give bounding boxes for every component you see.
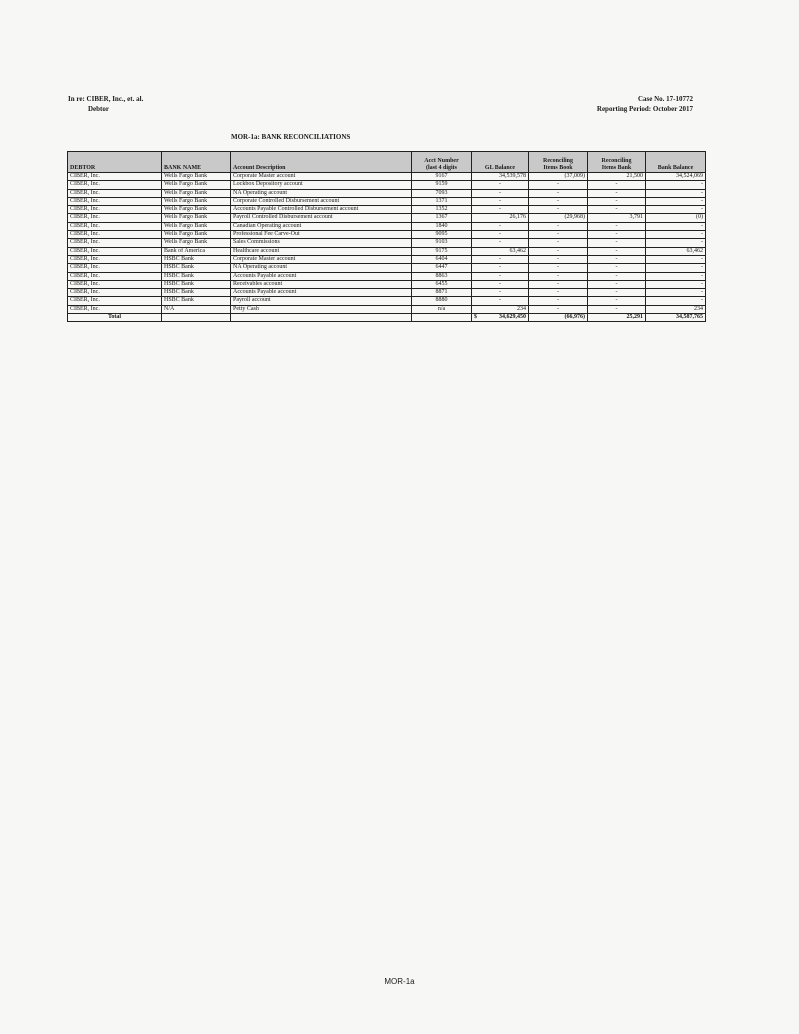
balance-cell: 63,462 (646, 247, 706, 255)
gl-cell: - (472, 297, 529, 305)
balance-cell: - (646, 222, 706, 230)
description-cell: Healthcare account (231, 247, 412, 255)
balance-cell: - (646, 264, 706, 272)
gl-cell: - (472, 197, 529, 205)
acct-cell: 1352 (412, 206, 472, 214)
table-header-row (68, 152, 706, 173)
table-row (68, 255, 706, 263)
ribank-cell: - (588, 247, 646, 255)
description-cell: Payroll Controlled Disbursement account (231, 214, 412, 222)
rib-cell: - (529, 247, 588, 255)
description-cell: Accounts Payable Controlled Disbursement account (231, 206, 412, 214)
balance-cell: 234 (646, 305, 706, 313)
rib-cell: - (529, 231, 588, 239)
acct-cell: 9095 (412, 231, 472, 239)
ribank-cell: - (588, 255, 646, 263)
rib-cell: - (529, 239, 588, 247)
col-acct-number-line2: (last 4 digits (425, 165, 457, 171)
report-title: MOR-1a: BANK RECONCILIATIONS (231, 133, 351, 141)
acct-cell: 9175 (412, 247, 472, 255)
acct-cell: 9167 (412, 173, 472, 181)
description-cell: Sales Commissions (231, 239, 412, 247)
table-row (68, 181, 706, 189)
bank-cell: Wells Fargo Bank (162, 239, 231, 247)
case-caption (68, 94, 143, 114)
debtor-cell: CIBER, Inc. (68, 289, 162, 297)
col-bank-name: BANK NAME (162, 152, 231, 173)
description-cell: Accounts Payable account (231, 289, 412, 297)
gl-cell: - (472, 239, 529, 247)
bank-cell: Wells Fargo Bank (162, 197, 231, 205)
acct-cell: 1840 (412, 222, 472, 230)
description-cell: Lockbox Depository account (231, 181, 412, 189)
debtor-cell: CIBER, Inc. (68, 239, 162, 247)
rib-cell: - (529, 305, 588, 313)
rib-cell: - (529, 197, 588, 205)
table-row (68, 206, 706, 214)
col-reconciling-items-bank (588, 152, 646, 173)
ribank-cell: - (588, 206, 646, 214)
debtor-cell: CIBER, Inc. (68, 231, 162, 239)
bank-cell: Wells Fargo Bank (162, 231, 231, 239)
case-info (597, 94, 693, 114)
rib-cell: - (529, 255, 588, 263)
bank-cell: N/A (162, 305, 231, 313)
total-bank-balance: 34,587,765 (646, 314, 706, 322)
total-empty-desc (231, 314, 412, 322)
gl-cell: - (472, 231, 529, 239)
table-row (68, 239, 706, 247)
gl-cell: - (472, 222, 529, 230)
description-cell: Payroll account (231, 297, 412, 305)
bank-cell: Wells Fargo Bank (162, 181, 231, 189)
acct-cell: 6404 (412, 255, 472, 263)
ribank-cell: - (588, 181, 646, 189)
bank-cell: Wells Fargo Bank (162, 214, 231, 222)
acct-cell: 6455 (412, 280, 472, 288)
total-reconciling-items-book: (66,976) (529, 314, 588, 322)
rib-cell: - (529, 189, 588, 197)
ribank-cell: - (588, 264, 646, 272)
table-row (68, 264, 706, 272)
debtor-cell: CIBER, Inc. (68, 297, 162, 305)
balance-cell: - (646, 206, 706, 214)
bank-cell: Wells Fargo Bank (162, 206, 231, 214)
debtor-cell: CIBER, Inc. (68, 305, 162, 313)
gl-cell: - (472, 181, 529, 189)
gl-cell: - (472, 272, 529, 280)
rib-cell: - (529, 264, 588, 272)
debtor-cell: CIBER, Inc. (68, 181, 162, 189)
bank-cell: HSBC Bank (162, 255, 231, 263)
col-ribank-line2: Items Bank (601, 165, 632, 171)
ribank-cell: - (588, 239, 646, 247)
table-row (68, 197, 706, 205)
balance-cell: - (646, 280, 706, 288)
currency-symbol: $ (474, 314, 477, 321)
acct-cell: 8880 (412, 297, 472, 305)
table-row (68, 289, 706, 297)
debtor-label: Debtor (88, 105, 109, 113)
col-account-description: Account Description (231, 152, 412, 173)
ribank-cell: - (588, 297, 646, 305)
rib-cell: - (529, 222, 588, 230)
acct-cell: 8871 (412, 289, 472, 297)
rib-cell: - (529, 206, 588, 214)
table-row (68, 189, 706, 197)
table-row (68, 297, 706, 305)
gl-cell: - (472, 264, 529, 272)
description-cell: NA Operating account (231, 189, 412, 197)
ribank-cell: - (588, 231, 646, 239)
debtor-cell: CIBER, Inc. (68, 272, 162, 280)
rib-cell: (37,009) (529, 173, 588, 181)
debtor-cell: CIBER, Inc. (68, 214, 162, 222)
bank-cell: Wells Fargo Bank (162, 173, 231, 181)
balance-cell: - (646, 289, 706, 297)
total-gl-value: 34,629,450 (499, 314, 526, 321)
rib-cell: - (529, 280, 588, 288)
total-label: Total (68, 314, 162, 322)
acct-cell: 1367 (412, 214, 472, 222)
bank-cell: HSBC Bank (162, 280, 231, 288)
ribank-cell: - (588, 272, 646, 280)
description-cell: Petty Cash (231, 305, 412, 313)
balance-cell: - (646, 297, 706, 305)
balance-cell: - (646, 181, 706, 189)
gl-cell: - (472, 280, 529, 288)
debtor-cell: CIBER, Inc. (68, 280, 162, 288)
rib-cell: (29,968) (529, 214, 588, 222)
reporting-period: Reporting Period: October 2017 (596, 105, 693, 113)
col-bank-balance: Bank Balance (646, 152, 706, 173)
description-cell: Canadian Operating account (231, 222, 412, 230)
gl-cell: 63,462 (472, 247, 529, 255)
description-cell: Corporate Controlled Disbursement account (231, 197, 412, 205)
total-gl-balance (472, 314, 529, 322)
debtor-cell: CIBER, Inc. (68, 222, 162, 230)
bank-cell: HSBC Bank (162, 264, 231, 272)
bank-cell: Bank of America (162, 247, 231, 255)
gl-cell: - (472, 289, 529, 297)
col-ribank-line1: Reconciling (601, 158, 632, 164)
ribank-cell: - (588, 289, 646, 297)
debtor-cell: CIBER, Inc. (68, 173, 162, 181)
ribank-cell: - (588, 280, 646, 288)
table-row (68, 231, 706, 239)
rib-cell: - (529, 297, 588, 305)
col-rib-line2: Items Book (543, 165, 573, 171)
description-cell: Professional Fee Carve-Out (231, 231, 412, 239)
table-row (68, 173, 706, 181)
bank-reconciliation-table (67, 151, 706, 322)
page-footer: MOR-1a (384, 977, 415, 986)
bank-cell: HSBC Bank (162, 297, 231, 305)
total-reconciling-items-bank: 25,291 (588, 314, 646, 322)
acct-cell: 9103 (412, 239, 472, 247)
ribank-cell: - (588, 189, 646, 197)
col-gl-balance: GL Balance (472, 152, 529, 173)
balance-cell: - (646, 239, 706, 247)
gl-cell: - (472, 255, 529, 263)
table-row (68, 222, 706, 230)
description-cell: Receivables account (231, 280, 412, 288)
acct-cell: 7093 (412, 189, 472, 197)
col-acct-number-line1: Acct Number (424, 158, 459, 164)
col-debtor: DEBTOR (68, 152, 162, 173)
description-cell: Accounts Payable account (231, 272, 412, 280)
balance-cell: - (646, 231, 706, 239)
case-number: Case No. 17-10772 (637, 95, 693, 103)
rib-cell: - (529, 272, 588, 280)
balance-cell: - (646, 197, 706, 205)
col-reconciling-items-book (529, 152, 588, 173)
balance-cell: - (646, 189, 706, 197)
debtor-cell: CIBER, Inc. (68, 247, 162, 255)
balance-cell: (0) (646, 214, 706, 222)
col-acct-number (412, 152, 472, 173)
bank-cell: HSBC Bank (162, 289, 231, 297)
table-row (68, 305, 706, 313)
table-row (68, 280, 706, 288)
description-cell: Corporate Master account (231, 255, 412, 263)
total-row (68, 314, 706, 322)
in-re-line: In re: CIBER, Inc., et. al. (68, 95, 144, 103)
ribank-cell: - (588, 305, 646, 313)
bank-cell: Wells Fargo Bank (162, 189, 231, 197)
rib-cell: - (529, 289, 588, 297)
acct-cell: 8863 (412, 272, 472, 280)
table-row (68, 247, 706, 255)
gl-cell: 34,539,578 (472, 173, 529, 181)
debtor-cell: CIBER, Inc. (68, 264, 162, 272)
description-cell: Corporate Master account (231, 173, 412, 181)
acct-cell: 1371 (412, 197, 472, 205)
total-empty-bank (162, 314, 231, 322)
acct-cell: n/a (412, 305, 472, 313)
gl-cell: - (472, 206, 529, 214)
ribank-cell: 21,500 (588, 173, 646, 181)
balance-cell: 34,524,069 (646, 173, 706, 181)
table-row (68, 214, 706, 222)
gl-cell: 234 (472, 305, 529, 313)
rib-cell: - (529, 181, 588, 189)
balance-cell: - (646, 255, 706, 263)
debtor-cell: CIBER, Inc. (68, 197, 162, 205)
ribank-cell: - (588, 197, 646, 205)
bank-cell: HSBC Bank (162, 272, 231, 280)
ribank-cell: 3,791 (588, 214, 646, 222)
ribank-cell: - (588, 222, 646, 230)
debtor-cell: CIBER, Inc. (68, 255, 162, 263)
total-empty-acct (412, 314, 472, 322)
gl-cell: - (472, 189, 529, 197)
balance-cell: - (646, 272, 706, 280)
acct-cell: 6447 (412, 264, 472, 272)
description-cell: NA Operating account (231, 264, 412, 272)
col-rib-line1: Reconciling (543, 158, 573, 164)
table-row (68, 272, 706, 280)
gl-cell: 26,176 (472, 214, 529, 222)
bank-cell: Wells Fargo Bank (162, 222, 231, 230)
debtor-cell: CIBER, Inc. (68, 206, 162, 214)
acct-cell: 9159 (412, 181, 472, 189)
debtor-cell: CIBER, Inc. (68, 189, 162, 197)
